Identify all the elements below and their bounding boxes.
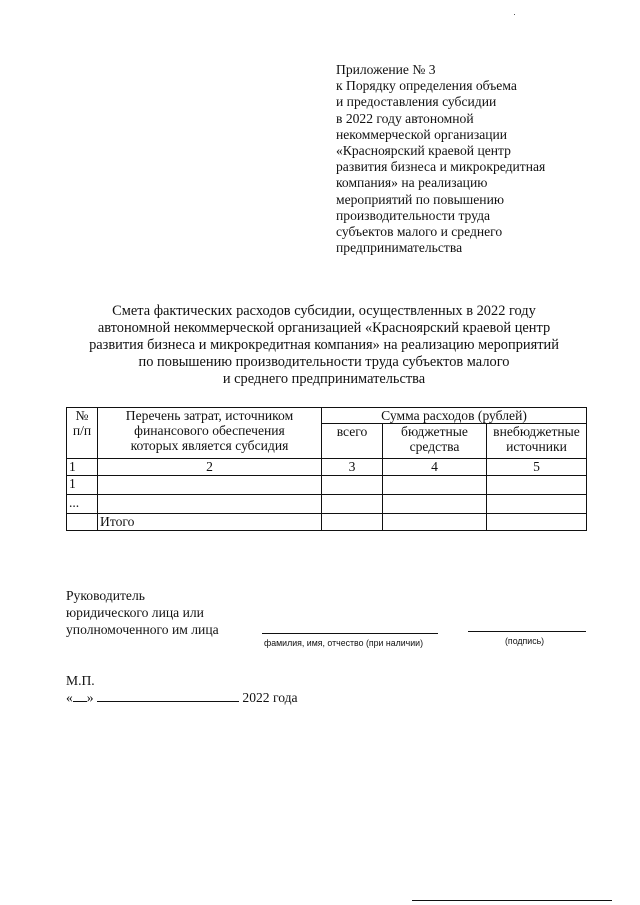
table-cell: 1 [67,476,98,495]
title-line: автономной некоммерческой организацией «Красноярский краевой центр [97,320,551,336]
appendix-line: мероприятий по повышению [336,191,505,207]
header-cost-list: Перечень затрат, источником финансового обеспечения которых является субсидия [98,408,322,459]
signature-label: уполномоченного им лица [66,622,219,637]
appendix-line: развития бизнеса и микрокредитная [336,159,546,175]
table-numbering-row [67,459,587,476]
table-cell: 2 [98,459,322,476]
appendix-line: к Порядку определения объема [336,78,517,94]
signature-caption: (подпись) [505,636,545,646]
table-cell [487,514,587,531]
appendix-line: некоммерческой организации [336,126,508,142]
date-year: 2022 года [242,690,298,705]
table-row [67,495,587,514]
table-header-row [67,408,587,424]
table-cell: 4 [383,459,487,476]
table-cell [98,476,322,495]
title-line: и среднего предпринимательства [222,371,426,387]
table-cell [322,495,383,514]
header-extrabudget-sources: внебюджетные источники [487,424,587,459]
appendix-line: производительности труда [336,207,491,223]
date-quote-open: « [66,690,73,705]
title-line: Смета фактических расходов субсидии, осуществленных в 2022 году [112,303,536,319]
name-line [262,633,438,634]
header-expense-sum: Сумма расходов (рублей) [322,408,587,424]
appendix-line: в 2022 году автономной [336,110,474,126]
table-cell: 1 [67,459,98,476]
month-blank [97,689,239,702]
title-line: по повышению производительности труда субъектов малого [138,354,510,370]
header-number: № п/п [67,408,98,459]
page-edge-line [412,900,612,901]
table-row [67,476,587,495]
table-cell [322,514,383,531]
table-cell: ... [67,495,98,514]
table-cell: 5 [487,459,587,476]
appendix-line: Приложение № 3 [336,62,436,77]
header-budget-funds: бюджетные средства [383,424,487,459]
table-cell [383,495,487,514]
signature-block [66,587,219,638]
appendix-line: «Красноярский краевой центр [336,143,511,159]
table-cell [487,476,587,495]
cost-estimate-table [66,407,587,531]
document-title [40,303,608,388]
date-quote-close: » [86,690,94,705]
appendix-header [336,62,626,256]
header-total: всего [322,424,383,459]
table-cell [322,476,383,495]
table-cell: 3 [322,459,383,476]
table-cell [67,514,98,531]
table-cell [383,476,487,495]
day-blank [73,689,87,702]
signature-label: юридического лица или [66,605,204,620]
appendix-line: субъектов малого и среднего [336,224,503,240]
total-label: Итого [98,514,322,531]
date-row [66,689,298,706]
table-cell [98,495,322,514]
stamp-label: М.П. [66,673,95,688]
appendix-line: и предоставления субсидии [336,94,497,110]
appendix-line: предпринимательства [336,240,463,256]
signature-label: Руководитель [66,588,145,603]
table-cell [487,495,587,514]
table-cell [383,514,487,531]
scan-speck [514,14,515,15]
signature-line [468,631,586,632]
appendix-line: компания» на реализацию [336,175,488,191]
name-caption: фамилия, имя, отчество (при наличии) [264,638,424,648]
table-total-row [67,514,587,531]
title-line: развития бизнеса и микрокредитная компания» на реализацию мероприятий [89,337,559,353]
